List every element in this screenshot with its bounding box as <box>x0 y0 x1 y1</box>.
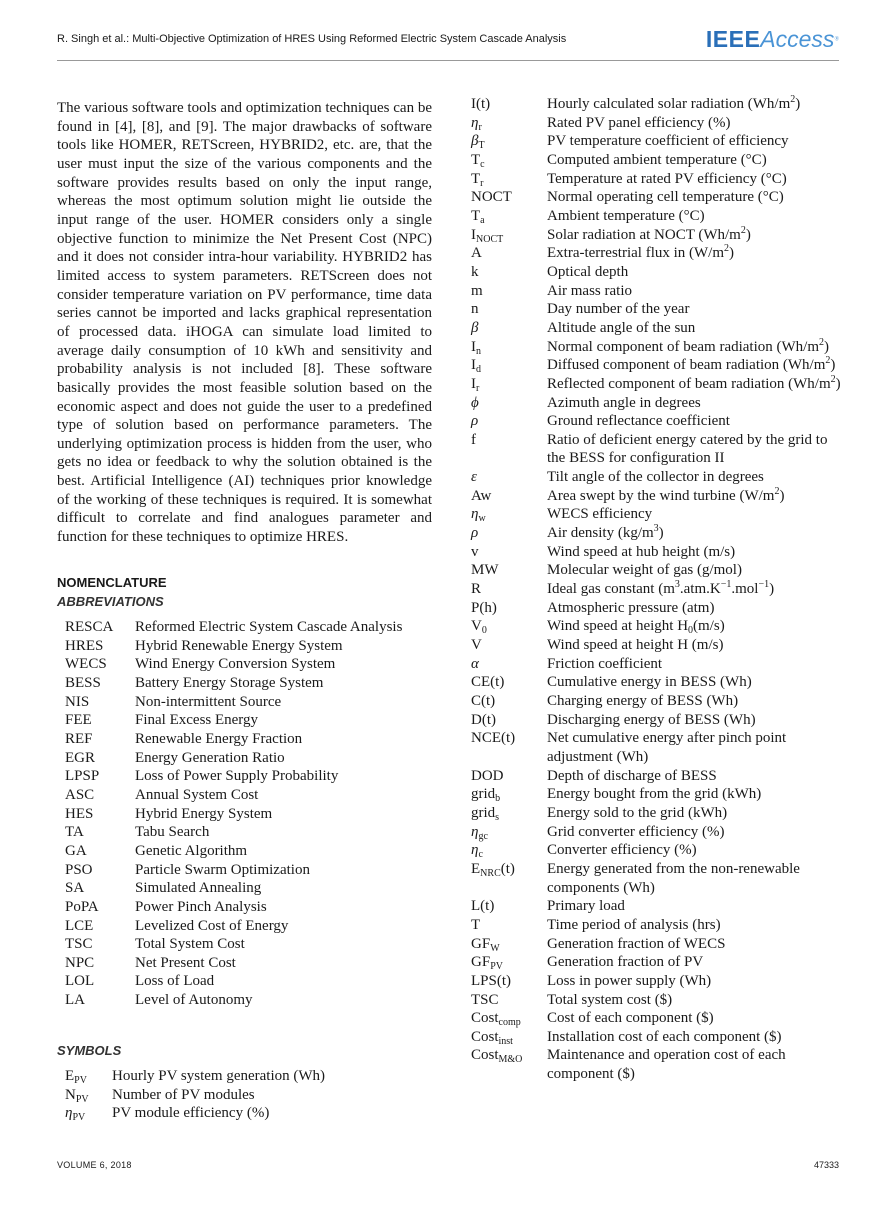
definition: Extra-terrestrial flux in $(W/m^2)$ <box>547 243 735 262</box>
definition: Optical depth <box>547 263 629 280</box>
abbreviation-entry <box>65 674 402 693</box>
definition: Tabu Search <box>135 824 210 841</box>
symbol-entry <box>471 132 843 151</box>
symbol-entry <box>471 804 843 823</box>
definition: Friction coefficient <box>547 655 663 672</box>
abbreviation-entry <box>65 786 402 805</box>
symbol-entry <box>471 953 843 972</box>
term: MW <box>471 562 499 579</box>
definition: Maintenance and operation cost of each component ($) <box>547 1047 786 1083</box>
definition: Battery Energy Storage System <box>135 674 324 691</box>
symbol-entry <box>471 561 843 580</box>
abbreviation-entry <box>65 749 402 768</box>
term: $I_n$ <box>471 338 481 357</box>
symbol-entry <box>471 524 843 543</box>
definition: Air mass ratio <box>547 282 632 299</box>
definition: Normal component of beam radiation $(Wh/m^2)$ <box>547 336 829 355</box>
definition: Net cumulative energy after pinch point adjustment (Wh) <box>547 730 787 765</box>
definition: Particle Swarm Optimization <box>135 861 310 878</box>
definition: Altitude angle of the sun <box>547 319 696 336</box>
term: T <box>471 916 481 933</box>
symbol-entry <box>471 673 843 692</box>
term: k <box>471 263 479 280</box>
symbol-entry <box>471 580 843 599</box>
term: V <box>471 637 482 654</box>
abbreviation-entry <box>65 954 402 973</box>
term: D(t) <box>471 711 496 728</box>
term: v <box>471 543 479 560</box>
term: Cost$_{comp}$ <box>471 1010 521 1029</box>
definition: Number of PV modules <box>112 1086 255 1103</box>
definition: Loss in power supply (Wh) <box>547 972 712 989</box>
symbol-entry <box>471 599 843 618</box>
definition: Energy Generation Ratio <box>135 749 285 766</box>
term: $\eta_r$ <box>471 114 482 133</box>
definition: Grid converter efficiency (%) <box>547 823 725 840</box>
term: P(h) <box>471 599 497 616</box>
term: NCE(t) <box>471 730 516 747</box>
symbol-entry <box>471 263 843 282</box>
definition: Generation fraction of PV <box>547 954 704 971</box>
symbol-entry <box>471 823 843 842</box>
abbreviation-entry <box>65 655 402 674</box>
term: R <box>471 581 482 598</box>
definition: Wind Energy Conversion System <box>135 656 336 673</box>
term: ρ <box>471 413 479 430</box>
term: LA <box>65 992 85 1009</box>
symbol-entry <box>471 1009 843 1028</box>
definition: Discharging energy of BESS (Wh) <box>547 711 756 728</box>
definition: Ideal gas constant $(m^3.atm.K^{-1}.mol^{-1})$ <box>547 579 775 598</box>
term: DOD <box>471 767 504 784</box>
symbol-entry <box>471 356 843 375</box>
symbol-entry <box>471 170 843 189</box>
symbol-entry <box>471 487 843 506</box>
logo-access-text: Access <box>760 26 835 52</box>
symbol-entry <box>471 729 843 766</box>
term: $I_{NOCT}$ <box>471 226 504 245</box>
term: Cost$_{inst}$ <box>471 1028 513 1047</box>
definition: Total System Cost <box>135 936 245 953</box>
abbreviation-entry <box>65 711 402 730</box>
term: TSC <box>471 991 499 1008</box>
term: $\eta_{PV}$ <box>65 1105 86 1124</box>
term: RESCA <box>65 619 114 635</box>
term: Aw <box>471 487 492 504</box>
definition: Converter efficiency (%) <box>547 842 697 859</box>
definition: Primary load <box>547 898 625 915</box>
symbol-entry <box>471 897 843 916</box>
term: NPC <box>65 954 95 971</box>
abbreviations-list <box>65 618 402 1010</box>
symbol-entry <box>471 711 843 730</box>
term: n <box>471 301 479 318</box>
abbreviation-entry <box>65 805 402 824</box>
term: GA <box>65 842 87 859</box>
term: TA <box>65 824 84 841</box>
symbol-entry <box>471 972 843 991</box>
symbol-entry <box>471 151 843 170</box>
term: $T_r$ <box>471 170 484 189</box>
symbol-entry <box>471 767 843 786</box>
abbreviation-entry <box>65 861 402 880</box>
abbreviation-entry <box>65 898 402 917</box>
definition: Computed ambient temperature (°C) <box>547 151 767 168</box>
abbreviation-entry <box>65 972 402 991</box>
definition: Installation cost of each component ($) <box>547 1028 782 1045</box>
symbol-entry <box>471 300 843 319</box>
definition: Wind speed at hub height (m/s) <box>547 543 736 560</box>
term: NOCT <box>471 189 512 206</box>
definition: Ratio of deficient energy catered by the grid to the BESS for configuration II <box>547 431 828 467</box>
definition: Renewable Energy Fraction <box>135 730 303 747</box>
definition: Generation fraction of WECS <box>547 935 726 952</box>
symbol-entry <box>471 1046 843 1083</box>
definition: Level of Autonomy <box>135 992 253 1009</box>
abbreviation-entry <box>65 637 402 656</box>
abbreviation-entry <box>65 879 402 898</box>
term: LPS(t) <box>471 972 512 989</box>
definition: Charging energy of BESS (Wh) <box>547 693 739 709</box>
symbol-entry <box>471 412 843 431</box>
term: PoPA <box>65 898 99 915</box>
term: $T_c$ <box>471 151 485 170</box>
term: $N_{PV}$ <box>65 1086 89 1105</box>
symbol-entry <box>471 841 843 860</box>
footer-volume: VOLUME 6, 2018 <box>57 1160 132 1170</box>
symbol-entry <box>471 95 843 114</box>
definition: Day number of the year <box>547 301 690 318</box>
term: SA <box>65 880 85 897</box>
definition: Hourly PV system generation (Wh) <box>112 1068 326 1084</box>
symbol-entry <box>471 188 843 207</box>
definition: Non-intermittent Source <box>135 693 282 710</box>
symbol-entry <box>65 1086 325 1105</box>
definition: Time period of analysis (hrs) <box>547 916 721 933</box>
term: $T_a$ <box>471 207 485 226</box>
term: L(t) <box>471 898 495 915</box>
symbol-entry <box>471 935 843 954</box>
symbol-entry <box>471 1028 843 1047</box>
symbol-entry <box>471 319 843 338</box>
definition: Simulated Annealing <box>135 880 262 897</box>
header-divider <box>57 60 839 61</box>
abbreviation-entry <box>65 767 402 786</box>
symbol-entry <box>471 468 843 487</box>
definition: Loss of Load <box>135 973 215 990</box>
definition: Diffused component of beam radiation $(Wh/m^2)$ <box>547 355 836 374</box>
definition: Energy sold to the grid (kWh) <box>547 804 728 821</box>
definition: Ambient temperature (°C) <box>547 207 705 224</box>
term: α <box>471 655 479 672</box>
term: $I_r$ <box>471 375 480 394</box>
footer-page-number: 47333 <box>813 1160 839 1170</box>
term: FEE <box>65 712 92 729</box>
term: β <box>471 319 479 336</box>
definition: Wind speed at height $H_0(m/s)$ <box>547 618 725 637</box>
definition: Final Excess Energy <box>135 712 259 729</box>
definition: Total system cost ($) <box>547 991 673 1008</box>
definition: Solar radiation at NOCT $(Wh/m^2)$ <box>547 224 751 243</box>
term: $\eta_{gc}$ <box>471 823 488 842</box>
abbreviation-entry <box>65 991 402 1010</box>
logo-ieee-text: IEEE <box>705 26 761 52</box>
definition: Net Present Cost <box>135 954 236 971</box>
symbol-entry <box>471 785 843 804</box>
symbol-entry <box>471 394 843 413</box>
term: REF <box>65 730 93 747</box>
definition: Normal operating cell temperature (°C) <box>547 189 784 206</box>
term: grid$_b$ <box>471 786 501 805</box>
body-paragraph: The various software tools and optimization techniques can be found in [4], [8], and [9]. The major drawbacks of software tools like HOMER, RETScreen, HYBRID2, etc. are, that the user must input the size of the various components and the software provides results based on only the input range, whereas the most optimum solution might lie outside the input range of the user. HOMER considers only a single objective function to minimize the Net Present Cost (NPC) and it does not consider intra-hour variability. HYBRID2 has limited access to system parameters. RETScreen does not consider temperature variation on PV performance, time data series cannot be imported and lacks graphical representation of processed data. iHOGA can simulate load limited to average daily consumption of 10 kWh and sensitivity and probability analysis is not included [8]. These software basically provides the most feasible solution based on the economic aspect and does not guide the user to a predefined type of solution based on performance parameters. The underlying optimization process is hidden from the user, who gets no idea or feedback to why the solution obtained is the best. Artificial Intelligence (AI) techniques prior knowledge of the working of these techniques is required. It is somewhat difficult to correlate and find analogues parameter and function for these techniques to optimize HRES. <box>57 100 432 546</box>
term: PSO <box>65 861 93 878</box>
symbol-entry <box>471 375 843 394</box>
definition: Area swept by the wind turbine $(W/m^2)$ <box>547 485 785 504</box>
definition: Air density $(kg/m^3)$ <box>547 523 664 542</box>
definition: Hybrid Energy System <box>135 805 273 822</box>
symbol-entry <box>471 338 843 357</box>
abbreviations-heading: ABBREVIATIONS <box>57 594 164 609</box>
term: TSC <box>65 936 93 953</box>
definition: Molecular weight of gas (g/mol) <box>547 562 742 579</box>
definition: Ground reflectance coefficient <box>547 413 730 430</box>
symbol-entry <box>471 655 843 674</box>
definition: Cost of each component ($) <box>547 1010 714 1027</box>
definition: Loss of Power Supply Probability <box>135 768 339 785</box>
term: $\eta_c$ <box>471 842 483 861</box>
term: EGR <box>65 749 95 766</box>
definition: Tilt angle of the collector in degrees <box>547 469 764 486</box>
abbreviation-entry <box>65 693 402 712</box>
term: m <box>471 282 483 299</box>
definition: Temperature at rated PV efficiency (°C) <box>547 170 787 187</box>
definition: Atmospheric pressure (atm) <box>547 599 715 616</box>
definition: Genetic Algorithm <box>135 842 248 859</box>
definition: Reflected component of beam radiation $(Wh/m^2)$ <box>547 373 841 392</box>
definition: Energy bought from the grid (kWh) <box>547 786 762 803</box>
definition: Cumulative energy in BESS (Wh) <box>547 674 752 691</box>
term: LPSP <box>65 768 100 785</box>
symbol-entry <box>471 226 843 245</box>
abbreviation-entry <box>65 935 402 954</box>
definition: PV temperature coefficient of efficiency <box>547 133 789 150</box>
symbol-entry <box>471 991 843 1010</box>
logo-trademark: ® <box>834 36 839 43</box>
symbol-entry <box>471 916 843 935</box>
term: f <box>471 431 476 448</box>
definition: Rated PV panel efficiency (%) <box>547 114 731 131</box>
nomenclature-heading: NOMENCLATURE <box>57 575 167 590</box>
symbol-entry <box>471 207 843 226</box>
term: NIS <box>65 693 90 710</box>
term: ϕ <box>471 394 479 411</box>
symbols-list-right <box>471 95 843 1084</box>
definition: WECS efficiency <box>547 506 653 523</box>
running-header: R. Singh et al.: Multi-Objective Optimization of HRES Using Reformed Electric System Cascade Analysis <box>57 33 567 45</box>
symbol-entry <box>471 505 843 524</box>
term: $E_{NRC}(t)$ <box>471 860 515 879</box>
term: LOL <box>65 973 95 990</box>
term: Cost$_{M\&O}$ <box>471 1047 523 1066</box>
symbol-entry <box>471 636 843 655</box>
symbol-entry <box>471 617 843 636</box>
symbol-entry <box>471 282 843 301</box>
term: HRES <box>65 637 104 654</box>
term: $I_d$ <box>471 357 481 376</box>
symbol-entry <box>65 1067 325 1086</box>
term: C(t) <box>471 693 496 709</box>
definition: Depth of discharge of BESS <box>547 767 717 784</box>
term: $E_{PV}$ <box>65 1068 87 1086</box>
term: $\eta_w$ <box>471 506 486 525</box>
term: $V_0$ <box>471 618 487 637</box>
abbreviation-entry <box>65 730 402 749</box>
definition: Wind speed at height H (m/s) <box>547 637 724 654</box>
definition: Levelized Cost of Energy <box>135 917 289 934</box>
term: grid$_s$ <box>471 804 500 823</box>
term: CE(t) <box>471 674 505 691</box>
term: $GF_W$ <box>471 935 500 954</box>
term: $GF_{PV}$ <box>471 954 503 973</box>
definition: Annual System Cost <box>135 786 259 803</box>
term: A <box>471 245 482 262</box>
definition: Energy generated from the non-renewable components (Wh) <box>547 860 800 896</box>
term: HES <box>65 805 94 822</box>
definition: Hybrid Renewable Energy System <box>135 637 343 654</box>
symbols-heading: SYMBOLS <box>57 1043 122 1058</box>
abbreviation-entry <box>65 842 402 861</box>
term: $\beta_T$ <box>471 133 485 152</box>
term: LCE <box>65 917 94 934</box>
abbreviation-entry <box>65 917 402 936</box>
symbol-entry <box>471 244 843 263</box>
ieee-access-logo <box>706 26 839 52</box>
term: I(t) <box>471 96 491 112</box>
definition: Power Pinch Analysis <box>135 898 267 915</box>
symbol-entry <box>65 1104 325 1123</box>
abbreviation-entry <box>65 823 402 842</box>
abbreviation-entry <box>65 618 402 637</box>
symbol-entry <box>471 114 843 133</box>
definition: PV module efficiency (%) <box>112 1105 270 1122</box>
term: ASC <box>65 786 95 803</box>
definition: Hourly calculated solar radiation $(Wh/m^2)$ <box>547 94 801 112</box>
definition: Azimuth angle in degrees <box>547 394 701 411</box>
symbol-entry <box>471 692 843 711</box>
term: WECS <box>65 656 107 673</box>
term: BESS <box>65 674 101 691</box>
term: ρ <box>471 525 479 542</box>
symbols-list-left <box>65 1067 325 1123</box>
definition: Reformed Electric System Cascade Analysis <box>135 619 403 635</box>
symbol-entry <box>471 543 843 562</box>
term: ε <box>471 469 477 486</box>
symbol-entry <box>471 431 843 468</box>
symbol-entry <box>471 860 843 897</box>
